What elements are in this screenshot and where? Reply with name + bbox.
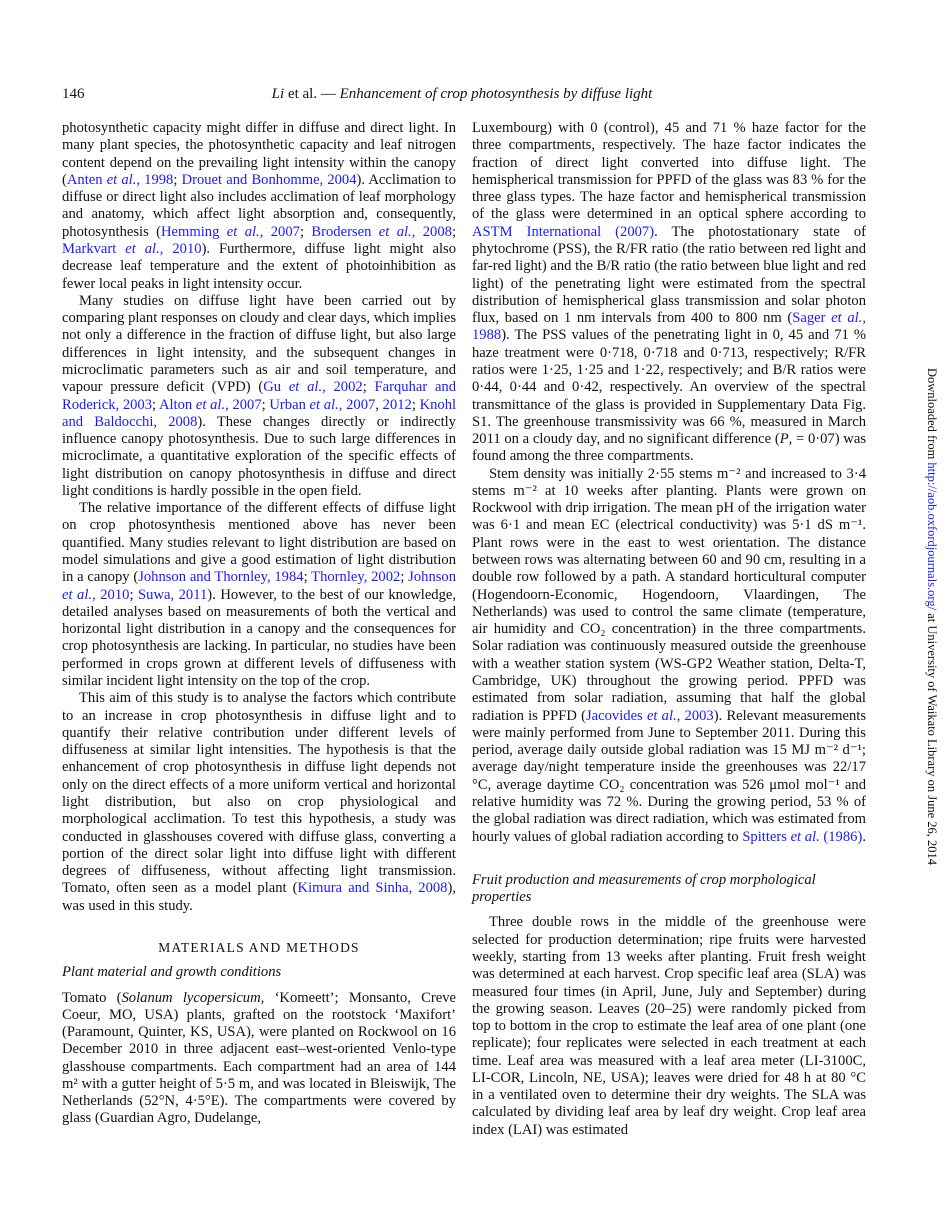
citation-link[interactable]: et al. <box>309 396 339 413</box>
body-text: ; <box>411 396 420 413</box>
citation-link[interactable]: Johnson and Thornley, 1984 <box>138 569 304 586</box>
italic-text: P <box>779 431 789 448</box>
running-header <box>262 86 662 103</box>
citation-link[interactable]: , 2010 <box>92 586 130 603</box>
body-text: ; <box>362 379 375 396</box>
citation-link[interactable]: et al. <box>226 223 260 240</box>
body-text: The relative importance of the different effects of diffuse light on crop photosynthesis mentioned above has never been quantified. Many studies relevant to light distribution are based on model simulations and give a good estimation of light distribution in a canopy ( <box>62 500 456 586</box>
paragraph <box>62 690 456 915</box>
body-text: , = 0·07) was found among the three compartments. <box>472 431 866 465</box>
body-text: . <box>862 828 866 845</box>
citation-link[interactable]: Gu <box>263 379 289 396</box>
paragraph <box>62 500 456 690</box>
citation-link[interactable]: Markvart <box>62 240 126 257</box>
download-notice <box>924 368 939 865</box>
citation-link[interactable]: ASTM International (2007) <box>472 223 655 240</box>
body-text: photosynthetic capacity might differ in diffuse and direct light. In many plant species, the photosynthetic capacity and leaf nitrogen content depend on the prevailing light intensity within the canopy ( <box>62 120 456 188</box>
citation-link[interactable]: Farquhar and Roderick, 2003 <box>62 379 457 413</box>
citation-link[interactable]: et al. <box>831 310 863 327</box>
body-text: ). Furthermore, diffuse light might also decrease leaf temperature and the extent of photoinhibition as fewer local peaks in light intensity occur. <box>62 240 457 292</box>
body-text: ). Relevant measurements were mainly performed from June to September 2011. During this period, average daily outside global radiation was 15 MJ m⁻² d⁻¹; average day/night temperature inside the greenhouses was 22/17 °C, average daytime CO₂ concentration was 526 μmol mol⁻¹ and relative humidity was 72 %. During the growing period, 53 % of the global radiation was direct radiation, which was estimated from hourly values of global radiation according to <box>472 707 867 845</box>
running-header-author: Li <box>271 86 285 102</box>
body-text: Fruit production and measurements of crop morphological properties <box>472 871 816 906</box>
body-text: ). Acclimation to diffuse or direct light also includes acclimation of leaf morphology and anatomy, which affect light absorption and, consequently, photosynthesis ( <box>62 171 457 240</box>
citation-link[interactable]: (1986) <box>819 828 863 845</box>
body-text: Three double rows in the middle of the greenhouse were selected for production determination; ripe fruits were harvested weekly, starting from 13 weeks after planting. Fruit fresh weight was determined at each harvest. Crop specific leaf area (SLA) was measured four times (in April, June, July and September) during the growing season. Leaves (20–25) were randomly picked from top to bottom in the crop to estimate the leaf area of one plant (one replicate); four replicates were selected in each treatment at each time. Leaf area was measured with a leaf area meter (LI-3100C, LI-COR, Lincoln, NE, USA); leaves were dried for 48 h at 80 °C in a ventilated oven to determine their dry weights. The SLA was calculated by dividing leaf area by leaf dry weight. Crop leaf area index (LAI) was estimated <box>472 914 866 1138</box>
paragraph <box>62 990 456 1128</box>
citation-link[interactable]: Anten <box>66 171 107 188</box>
body-text: Plant material and growth conditions <box>62 964 282 981</box>
citation-link[interactable]: , 2007 <box>338 396 376 413</box>
citation-link[interactable]: , 2008 <box>411 223 452 240</box>
citation-link[interactable]: et al. <box>646 707 677 724</box>
citation-link[interactable]: et al. <box>106 171 137 188</box>
subsection-heading <box>472 872 866 907</box>
citation-link[interactable]: et al. <box>195 396 226 413</box>
body-text: MATERIALS AND METHODS <box>158 939 360 955</box>
download-notice-prefix: Downloaded from <box>925 368 939 463</box>
body-text: ; <box>261 396 270 413</box>
citation-link[interactable]: , 2002 <box>322 379 363 396</box>
body-text: ; <box>173 171 182 188</box>
paragraph <box>472 914 866 1139</box>
body-text: Luxembourg) with 0 (control), 45 and 71 % haze factor for the three compartments, respectively. The haze factor indicates the fraction of direct light converted into diffuse light. The hemispherical transmission for PPFD of the glass was 83 % for the three glass types. The haze factor and hemispherical transmission of the glass were determined in an optical sphere according to <box>472 120 866 223</box>
citation-link[interactable]: et al. <box>125 240 160 257</box>
body-text: ; <box>303 569 312 586</box>
italic-text: Solanum lycopersicum <box>121 989 261 1006</box>
body-text: , ‘Komeett’; Monsanto, Creve Coeur, MO, USA) plants, grafted on the rootstock ‘Maxifort’ (Paramount, Quinter, KS, USA), were planted on Rockwool on 16 December 2010 in three adjacent east–west-oriented Venlo-type glasshouse compartments. Each compartment had an area of 144 m² with a gutter height of 5·5 m, and was located in Bleiswijk, The Netherlands (52°N, 4·5°E). The compartments were covered by glass (Guardian Agro, Dudelange, <box>62 989 456 1127</box>
paragraph <box>472 466 866 846</box>
body-text: . The photostationary state of phytochrome (PSS), the R/FR ratio (the ratio between red light and far-red light) and the B/R ratio (the ratio between blue light and red light) of the penetrating light were estimated from the spectral distribution of hemispherical glass transmission and solar photon flux, based on 1 nm intervals from 400 to 800 nm ( <box>472 223 867 327</box>
body-text: ). These changes directly or indirectly influence canopy photosynthesis. Due to such large differences in microclimate, a quantitative exploration of the specific effects of light distribution on canopy photosynthesis in diffuse and direct light conditions is hardly possible in the open field. <box>62 413 456 499</box>
citation-link[interactable]: , 1988 <box>472 310 866 344</box>
body-text: ; <box>451 223 457 240</box>
citation-link[interactable]: Johnson <box>408 569 457 586</box>
body-text: ; <box>129 586 139 603</box>
body-text: Stem density was initially 2·55 stems m⁻² and increased to 3·4 stems m⁻² at 10 weeks after planting. Plants were grown on Rockwool with drip irrigation. The mean pH of the irrigation water was 6·1 and mean EC (electrical conductivity) was 5·1 dS m⁻¹. Plant rows were in the east to west orientation. The distance between rows was alternating between 60 and 90 cm, resulting in a double row followed by a path. A standard horticultural computer (Hogendoorn-Economic, Hogendoorn, Vlaardingen, The Netherlands) was used to control the same climate (temperature, air humidity and CO₂ concentration) in the three compartments. Solar radiation was continuously measured outside the greenhouse with a weather station system (WS-GP2 Weather station, Delta-T, Cambridge, UK) throughout the growing period. PPFD was estimated from solar radiation, assuming that half the global radiation is PPFD ( <box>472 465 866 724</box>
citation-link[interactable]: et al. <box>62 586 93 603</box>
body-text: This aim of this study is to analyse the factors which contribute to an increase in crop photosynthesis in diffuse light and to quantify their relative contribution under different levels of diffuseness at similar light intensities. The hypothesis is that the enhancement of crop photosynthesis in diffuse light depends not only on the direct effects of a more uniform vertical and horizontal light distribution, but also on crop physiological and morphological acclimation. To test this hypothesis, a study was conducted in glasshouses covered with diffuse glass, converting a portion of the direct solar light into diffuse light with different degrees of diffuseness, without affecting light transmission. Tomato, often seen as a model plant ( <box>62 690 456 897</box>
body-text: ). However, to the best of our knowledge, detailed analyses based on measurements of both the vertical and horizontal light distribution in a canopy and the consequences for crop photosynthesis are lacking. In particular, no studies have been performed in crops grown at different levels of diffuseness with similar incident light intensity on the top of the crop. <box>62 586 457 689</box>
citation-link[interactable]: , 2010 <box>159 240 202 257</box>
download-notice-link[interactable]: http://aob.oxfordjournals.org/ <box>925 462 939 611</box>
section-heading <box>62 939 456 956</box>
citation-link[interactable]: 2012 <box>382 396 412 413</box>
citation-link[interactable]: , 2007 <box>259 223 300 240</box>
citation-link[interactable]: Kimura and Sinha, 2008 <box>297 880 448 897</box>
body-text: Many studies on diffuse light have been carried out by comparing plant responses on cloudy and clear days, which implies not only a difference in the fraction of diffuse light, but also large differences in light intensity, and the subsequent changes in microclimatic parameters such as air and soil temperature, and vapour pressure deficit (VPD) ( <box>62 292 456 396</box>
running-header-title: Enhancement of crop photosynthesis by diffuse light <box>339 86 653 102</box>
citation-link[interactable]: , 2003 <box>676 707 714 724</box>
citation-link[interactable]: et al. <box>378 223 412 240</box>
citation-link[interactable]: Brodersen <box>311 223 379 240</box>
download-notice-suffix: at University of Waikato Library on June 26, 2014 <box>925 610 939 866</box>
body-text: ; <box>400 569 409 586</box>
citation-link[interactable]: et al. <box>790 828 820 845</box>
right-column <box>472 120 866 1139</box>
body-text: ; <box>152 396 159 413</box>
body-text: ). The PSS values of the penetrating light in 0, 45 and 71 % haze treatment were 0·718, 0·718 and 0·713, respectively; R/FR ratios were 1·25, 1·25 and 1·22, respectively; and B/R ratios were 0·44, 0·44 and 0·42, respectively. An overview of the spectral transmittance of the glass is provided in Supplementary Data Fig. S1. The greenhouse transmissivity was 66 %, measured in March 2011 on a cloudy day, and no significant difference ( <box>472 327 866 448</box>
body-text: ), was used in this study. <box>62 880 456 914</box>
citation-link[interactable]: et al. <box>288 379 323 396</box>
citation-link[interactable]: Urban <box>269 396 310 413</box>
paragraph <box>472 120 866 466</box>
citation-link[interactable]: Spitters <box>742 828 791 845</box>
citation-link[interactable]: Thornley, 2002 <box>311 569 401 586</box>
running-header-sep: et al. — <box>284 86 340 102</box>
paragraph <box>62 293 456 500</box>
citation-link[interactable]: Drouet and Bonhomme, 2004 <box>181 171 357 188</box>
citation-link[interactable]: , 2007 <box>225 396 262 413</box>
citation-link[interactable]: Alton <box>158 396 196 413</box>
citation-link[interactable]: Sager <box>792 310 832 327</box>
body-text: Tomato ( <box>62 989 122 1006</box>
subsection-heading <box>62 964 456 981</box>
body-text: , <box>375 396 383 413</box>
page-number: 146 <box>62 86 85 102</box>
citation-link[interactable]: , 1998 <box>136 171 174 188</box>
left-column <box>62 120 456 1128</box>
paragraph <box>62 120 456 293</box>
body-text: ; <box>299 223 312 240</box>
citation-link[interactable]: Jacovides <box>585 707 647 724</box>
citation-link[interactable]: Knohl and Baldocchi, 2008 <box>62 396 457 430</box>
citation-link[interactable]: Suwa, 2011 <box>138 586 208 603</box>
citation-link[interactable]: Hemming <box>161 223 227 240</box>
